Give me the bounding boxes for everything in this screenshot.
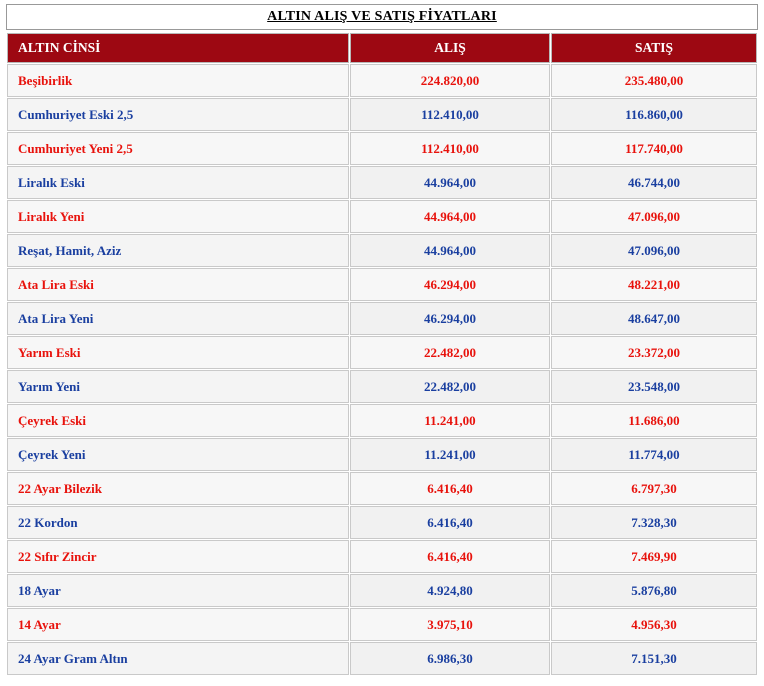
table-row — [7, 64, 757, 97]
cell-buy-price: 224.820,00 — [350, 64, 550, 97]
table-row — [7, 642, 757, 675]
table-row — [7, 506, 757, 539]
cell-gold-type: Çeyrek Yeni — [7, 438, 349, 471]
cell-gold-type: Yarım Yeni — [7, 370, 349, 403]
gold-prices-table — [6, 32, 758, 676]
cell-gold-type: 22 Ayar Bilezik — [7, 472, 349, 505]
cell-sell-price: 4.956,30 — [551, 608, 757, 641]
cell-buy-price: 11.241,00 — [350, 404, 550, 437]
table-row — [7, 234, 757, 267]
cell-gold-type: 18 Ayar — [7, 574, 349, 607]
column-header-name: ALTIN CİNSİ — [7, 33, 349, 63]
cell-buy-price: 11.241,00 — [350, 438, 550, 471]
cell-gold-type: Liralık Yeni — [7, 200, 349, 233]
cell-sell-price: 6.797,30 — [551, 472, 757, 505]
cell-gold-type: Ata Lira Yeni — [7, 302, 349, 335]
cell-buy-price: 46.294,00 — [350, 268, 550, 301]
cell-sell-price: 116.860,00 — [551, 98, 757, 131]
table-row — [7, 166, 757, 199]
cell-buy-price: 6.986,30 — [350, 642, 550, 675]
column-header-sell: SATIŞ — [551, 33, 757, 63]
table-row — [7, 472, 757, 505]
table-row — [7, 302, 757, 335]
table-row — [7, 200, 757, 233]
cell-sell-price: 7.328,30 — [551, 506, 757, 539]
cell-gold-type: 14 Ayar — [7, 608, 349, 641]
cell-gold-type: Yarım Eski — [7, 336, 349, 369]
cell-buy-price: 3.975,10 — [350, 608, 550, 641]
cell-buy-price: 112.410,00 — [350, 132, 550, 165]
cell-buy-price: 6.416,40 — [350, 506, 550, 539]
cell-sell-price: 11.686,00 — [551, 404, 757, 437]
cell-gold-type: Cumhuriyet Yeni 2,5 — [7, 132, 349, 165]
cell-gold-type: Reşat, Hamit, Aziz — [7, 234, 349, 267]
cell-buy-price: 6.416,40 — [350, 472, 550, 505]
cell-buy-price: 44.964,00 — [350, 200, 550, 233]
cell-gold-type: Beşibirlik — [7, 64, 349, 97]
cell-gold-type: Liralık Eski — [7, 166, 349, 199]
table-row — [7, 608, 757, 641]
cell-buy-price: 22.482,00 — [350, 336, 550, 369]
table-row — [7, 370, 757, 403]
cell-gold-type: 22 Sıfır Zincir — [7, 540, 349, 573]
cell-buy-price: 6.416,40 — [350, 540, 550, 573]
page-title: ALTIN ALIŞ VE SATIŞ FİYATLARI — [267, 9, 497, 24]
cell-buy-price: 46.294,00 — [350, 302, 550, 335]
table-header — [7, 33, 757, 63]
cell-sell-price: 47.096,00 — [551, 200, 757, 233]
cell-sell-price: 5.876,80 — [551, 574, 757, 607]
table-row — [7, 438, 757, 471]
cell-gold-type: Çeyrek Eski — [7, 404, 349, 437]
table-row — [7, 540, 757, 573]
cell-sell-price: 48.221,00 — [551, 268, 757, 301]
table-row — [7, 268, 757, 301]
cell-sell-price: 117.740,00 — [551, 132, 757, 165]
cell-buy-price: 112.410,00 — [350, 98, 550, 131]
page-title-bar — [6, 4, 758, 30]
cell-gold-type: 24 Ayar Gram Altın — [7, 642, 349, 675]
table-row — [7, 132, 757, 165]
cell-sell-price: 47.096,00 — [551, 234, 757, 267]
table-body — [7, 64, 757, 675]
table-row — [7, 98, 757, 131]
cell-sell-price: 46.744,00 — [551, 166, 757, 199]
cell-sell-price: 11.774,00 — [551, 438, 757, 471]
cell-sell-price: 7.151,30 — [551, 642, 757, 675]
table-header-row — [7, 33, 757, 63]
table-row — [7, 404, 757, 437]
cell-buy-price: 4.924,80 — [350, 574, 550, 607]
cell-sell-price: 48.647,00 — [551, 302, 757, 335]
cell-gold-type: Cumhuriyet Eski 2,5 — [7, 98, 349, 131]
cell-buy-price: 44.964,00 — [350, 234, 550, 267]
table-row — [7, 336, 757, 369]
cell-buy-price: 44.964,00 — [350, 166, 550, 199]
cell-sell-price: 235.480,00 — [551, 64, 757, 97]
column-header-buy: ALIŞ — [350, 33, 550, 63]
cell-buy-price: 22.482,00 — [350, 370, 550, 403]
cell-sell-price: 7.469,90 — [551, 540, 757, 573]
cell-sell-price: 23.548,00 — [551, 370, 757, 403]
cell-gold-type: 22 Kordon — [7, 506, 349, 539]
table-row — [7, 574, 757, 607]
cell-sell-price: 23.372,00 — [551, 336, 757, 369]
cell-gold-type: Ata Lira Eski — [7, 268, 349, 301]
